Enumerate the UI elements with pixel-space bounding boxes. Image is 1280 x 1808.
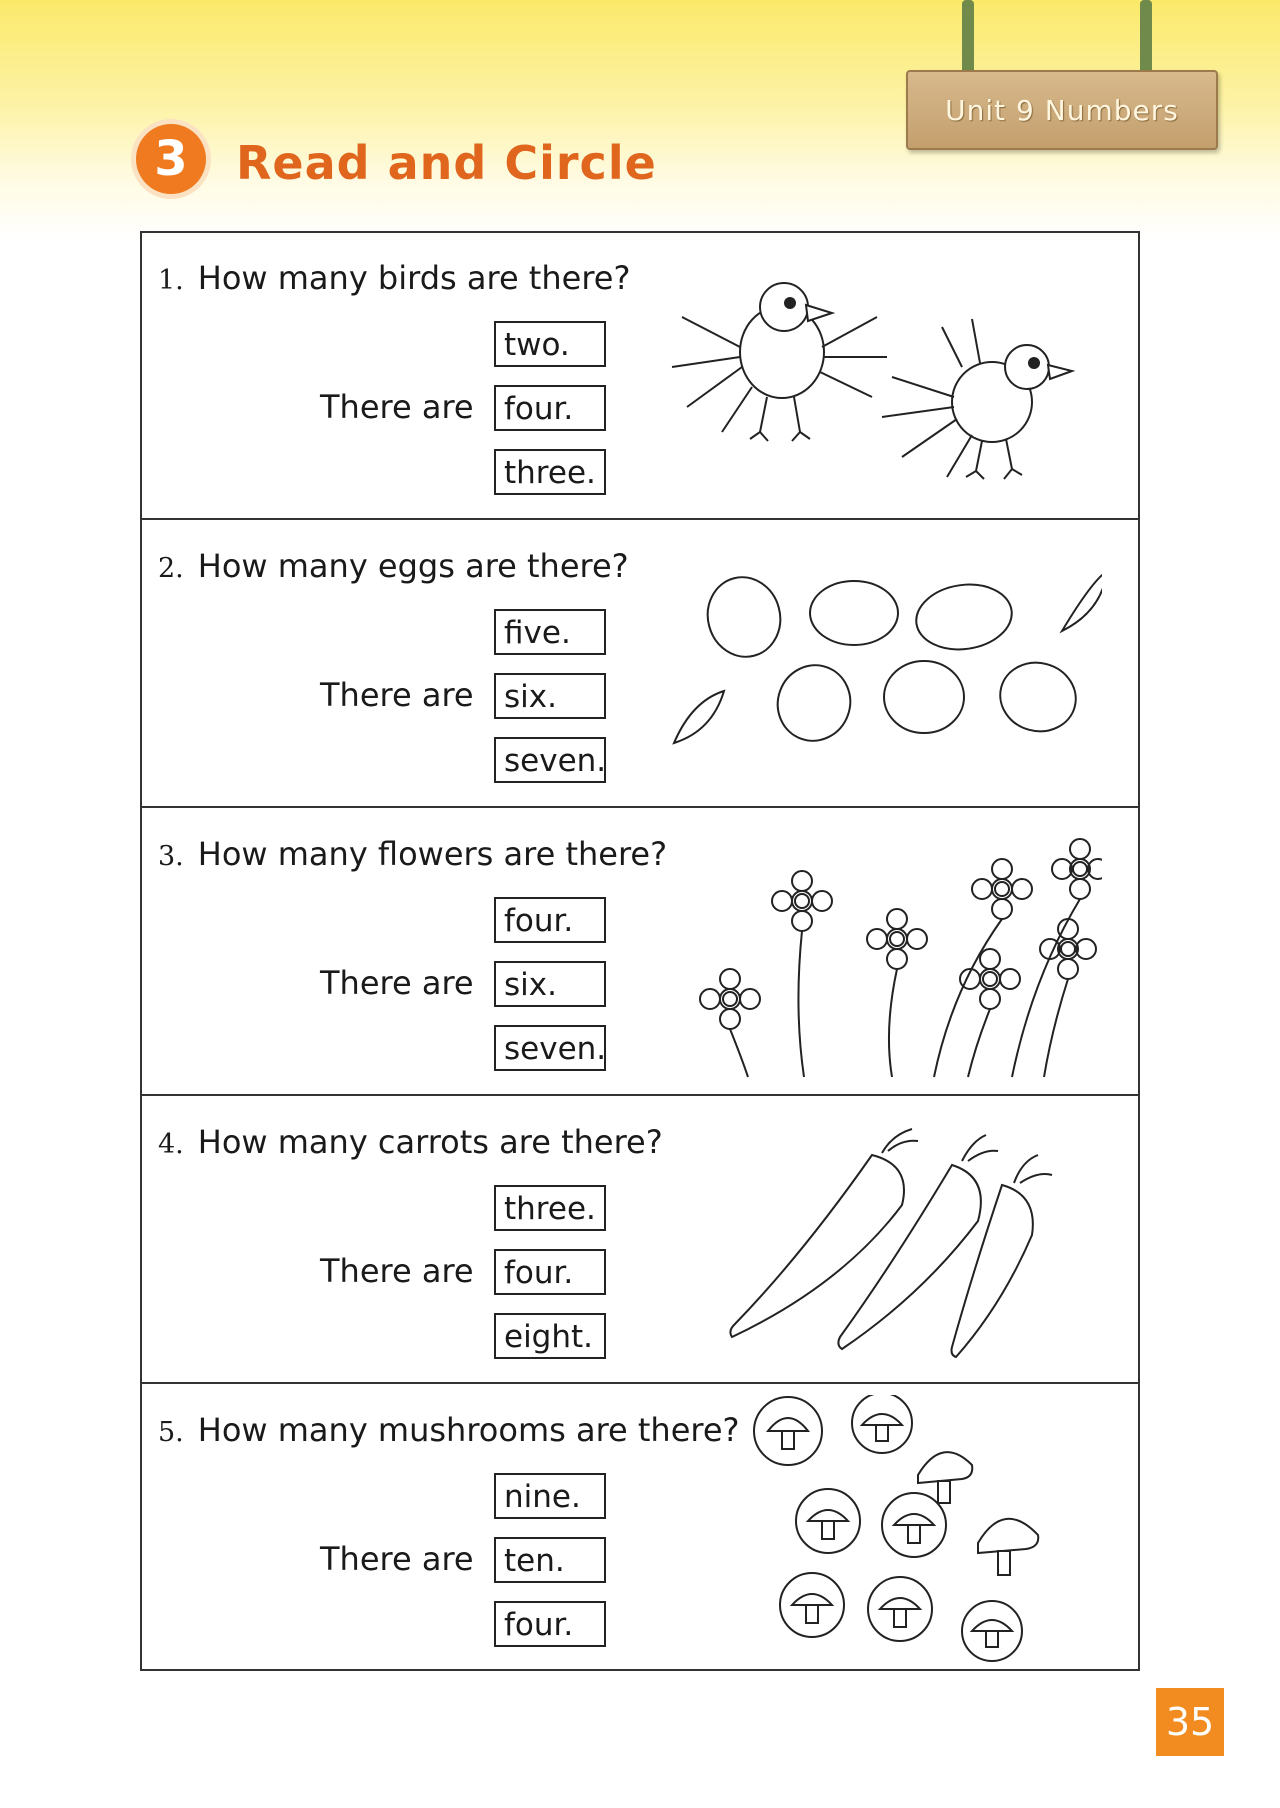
- answer-option[interactable]: four.: [494, 1249, 606, 1295]
- answer-option[interactable]: ten.: [494, 1537, 606, 1583]
- question-row-1: [142, 233, 1138, 520]
- answer-option[interactable]: four.: [494, 385, 606, 431]
- question-number: 1.: [158, 265, 184, 296]
- mushrooms-illustration: [742, 1395, 1062, 1665]
- exercise-table: [140, 231, 1140, 1671]
- flowers-illustration: [672, 829, 1102, 1079]
- answer-option[interactable]: four.: [494, 1601, 606, 1647]
- question-row-2: [142, 521, 1138, 808]
- question-label: How many carrots are there?: [197, 1123, 663, 1161]
- answer-option[interactable]: seven.: [494, 737, 606, 783]
- page-number: 35: [1156, 1688, 1224, 1756]
- flower-icon: [772, 871, 832, 1077]
- answer-lead: There are: [320, 388, 474, 426]
- question-text: [158, 1411, 740, 1449]
- sign-post-left: [962, 0, 974, 74]
- flower-icon: [700, 969, 760, 1077]
- egg-icon: [699, 569, 789, 665]
- mushroom-icon: [852, 1395, 912, 1453]
- answer-option[interactable]: nine.: [494, 1473, 606, 1519]
- question-number: 3.: [158, 841, 184, 872]
- answer-option[interactable]: four.: [494, 897, 606, 943]
- flower-icon: [934, 859, 1032, 1077]
- question-row-3: [142, 809, 1138, 1096]
- mushroom-icon: [780, 1573, 844, 1637]
- answer-option[interactable]: six.: [494, 961, 606, 1007]
- mushroom-icon: [754, 1397, 822, 1465]
- answer-option[interactable]: eight.: [494, 1313, 606, 1359]
- answer-option[interactable]: seven.: [494, 1025, 606, 1071]
- flower-icon: [867, 909, 927, 1077]
- carrots-illustration: [722, 1125, 1082, 1365]
- question-row-4: [142, 1097, 1138, 1384]
- question-label: How many mushrooms are there?: [197, 1411, 740, 1449]
- leaf-icon: [1062, 571, 1102, 631]
- question-label: How many birds are there?: [197, 259, 631, 297]
- question-text: [158, 547, 629, 585]
- mushroom-icon: [868, 1577, 932, 1641]
- question-row-5: [142, 1385, 1138, 1672]
- eggs-illustration: [662, 561, 1102, 761]
- question-label: How many flowers are there?: [197, 835, 668, 873]
- question-text: [158, 1123, 663, 1161]
- egg-icon: [884, 661, 964, 733]
- bird-icon: [672, 283, 887, 441]
- answer-option[interactable]: two.: [494, 321, 606, 367]
- question-label: How many eggs are there?: [197, 547, 629, 585]
- bird-icon: [882, 319, 1072, 479]
- answer-lead: There are: [320, 1540, 474, 1578]
- section-number: 3: [154, 131, 188, 187]
- mushroom-icon: [882, 1493, 946, 1557]
- answer-option[interactable]: three.: [494, 449, 606, 495]
- egg-icon: [992, 654, 1083, 739]
- question-number: 2.: [158, 553, 184, 584]
- section-title: Read and Circle: [236, 136, 657, 190]
- question-number: 5.: [158, 1417, 184, 1448]
- section-number-badge: [136, 124, 206, 194]
- answer-option[interactable]: three.: [494, 1185, 606, 1231]
- egg-icon: [810, 581, 898, 645]
- question-number: 4.: [158, 1129, 184, 1160]
- flower-icon: [1040, 919, 1096, 1077]
- egg-icon: [767, 655, 861, 751]
- sign-post-right: [1140, 0, 1152, 74]
- egg-icon: [912, 579, 1016, 656]
- answer-lead: There are: [320, 964, 474, 1002]
- flower-icon: [960, 949, 1020, 1077]
- mushroom-icon: [962, 1601, 1022, 1661]
- answer-option[interactable]: five.: [494, 609, 606, 655]
- question-text: [158, 835, 667, 873]
- birds-illustration: [662, 257, 1102, 497]
- leaf-icon: [674, 691, 724, 743]
- question-text: [158, 259, 630, 297]
- answer-lead: There are: [320, 676, 474, 714]
- mushroom-icon: [796, 1489, 860, 1553]
- answer-option[interactable]: six.: [494, 673, 606, 719]
- unit-label: Unit 9 Numbers: [945, 93, 1179, 127]
- mushroom-icon: [978, 1519, 1038, 1575]
- answer-lead: There are: [320, 1252, 474, 1290]
- unit-sign: [906, 70, 1218, 150]
